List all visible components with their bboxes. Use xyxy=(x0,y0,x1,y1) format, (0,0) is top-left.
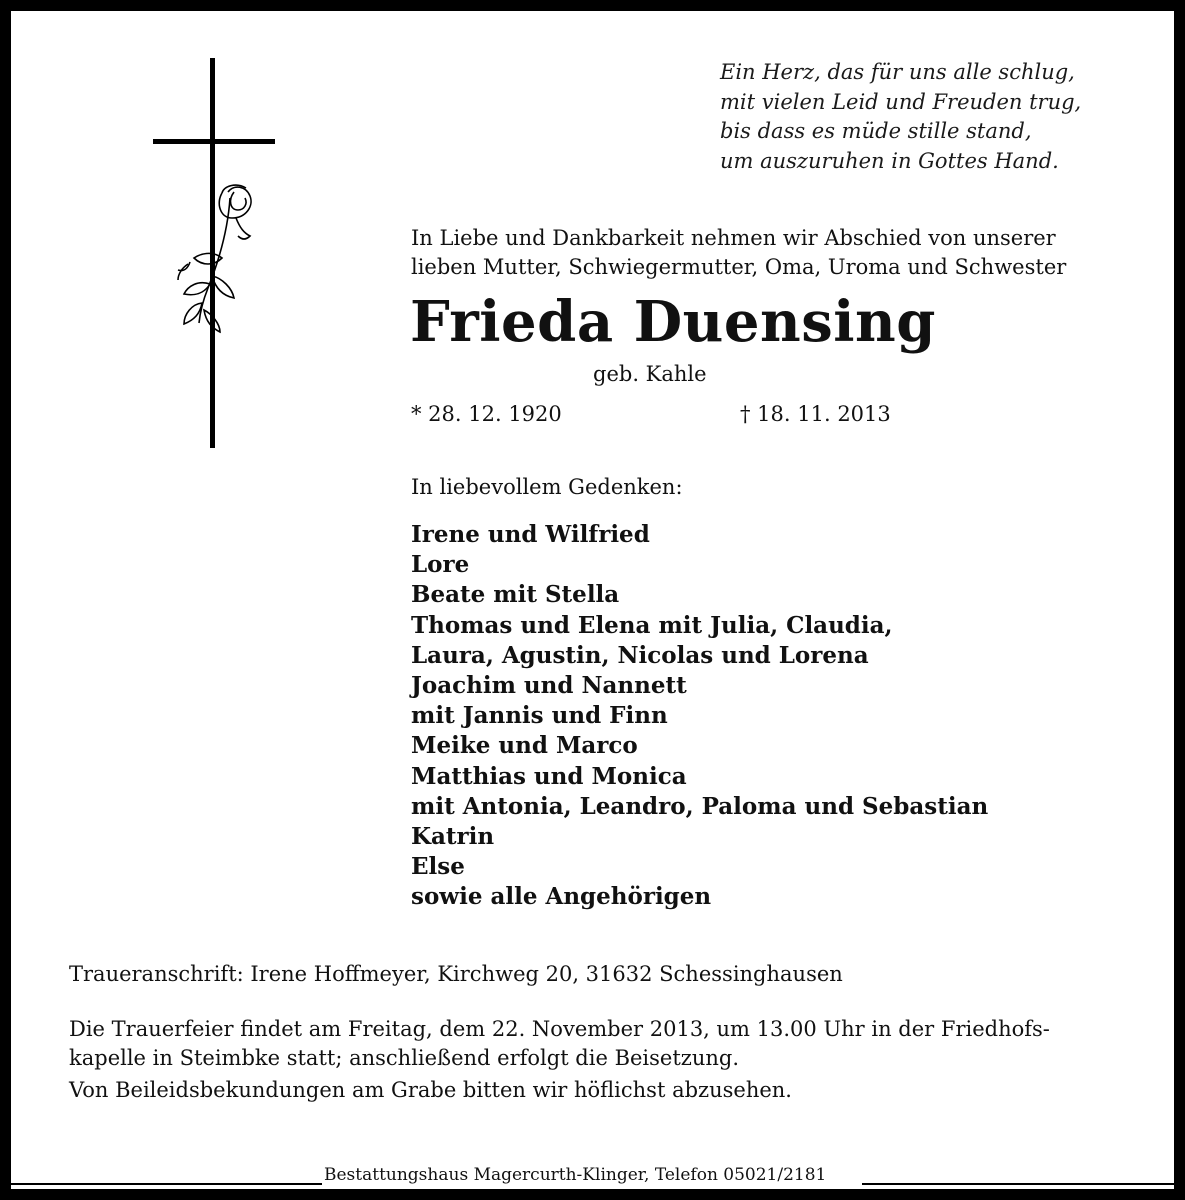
condolence-note: Von Beileidsbekundungen am Grabe bitten wir höflichst abzusehen. xyxy=(69,1078,792,1102)
poem-line: Ein Herz, das für uns alle schlug, xyxy=(720,60,1075,84)
family-member: Thomas und Elena mit Julia, Claudia, xyxy=(411,611,893,639)
intro-line: lieben Mutter, Schwiegermutter, Oma, Uroma und Schwester xyxy=(411,255,1067,279)
family-list xyxy=(411,520,988,913)
cross-with-rose-icon xyxy=(150,58,280,450)
footer-rule-left xyxy=(11,1183,322,1185)
service-line: kapelle in Steimbke statt; anschließend erfolgt die Beisetzung. xyxy=(69,1046,740,1070)
maiden-name: geb. Kahle xyxy=(593,362,707,386)
family-member: mit Antonia, Leandro, Paloma und Sebastian xyxy=(411,792,989,820)
family-member: sowie alle Angehörigen xyxy=(411,883,712,911)
birth-date: * 28. 12. 1920 xyxy=(411,402,562,426)
death-date: † 18. 11. 2013 xyxy=(740,402,891,426)
intro-line: In Liebe und Dankbarkeit nehmen wir Abschied von unserer xyxy=(411,226,1056,250)
family-member: Katrin xyxy=(411,823,495,851)
poem-line: mit vielen Leid und Freuden trug, xyxy=(720,89,1082,114)
family-member: Joachim und Nannett xyxy=(411,672,687,700)
memory-heading: In liebevollem Gedenken: xyxy=(411,475,683,499)
family-member: Matthias und Monica xyxy=(411,762,687,790)
deceased-name: Frieda Duensing xyxy=(410,289,936,355)
family-member: Laura, Agustin, Nicolas und Lorena xyxy=(411,641,869,669)
intro-text xyxy=(411,224,1066,282)
funeral-home-footer: Bestattungshaus Magercurth-Klinger, Telefon 05021/2181 xyxy=(324,1165,827,1185)
family-member: Else xyxy=(411,853,465,881)
poem-line: bis dass es müde stille stand, xyxy=(720,119,1032,143)
mourning-address: Traueranschrift: Irene Hoffmeyer, Kirchweg 20, 31632 Schessinghausen xyxy=(69,962,843,986)
family-member: Lore xyxy=(411,551,470,579)
poem xyxy=(720,58,1160,176)
family-member: mit Jannis und Finn xyxy=(411,702,668,730)
cross-horizontal-bar xyxy=(153,139,275,144)
funeral-service-info xyxy=(69,1015,1050,1073)
poem-line: um auszuruhen in Gottes Hand. xyxy=(720,148,1059,173)
family-member: Irene und Wilfried xyxy=(411,521,650,548)
service-line: Die Trauerfeier findet am Freitag, dem 22. November 2013, um 13.00 Uhr in der Friedhofs- xyxy=(69,1017,1050,1041)
family-member: Meike und Marco xyxy=(411,732,638,760)
footer-rule-right xyxy=(862,1183,1174,1185)
family-member: Beate mit Stella xyxy=(411,581,620,609)
